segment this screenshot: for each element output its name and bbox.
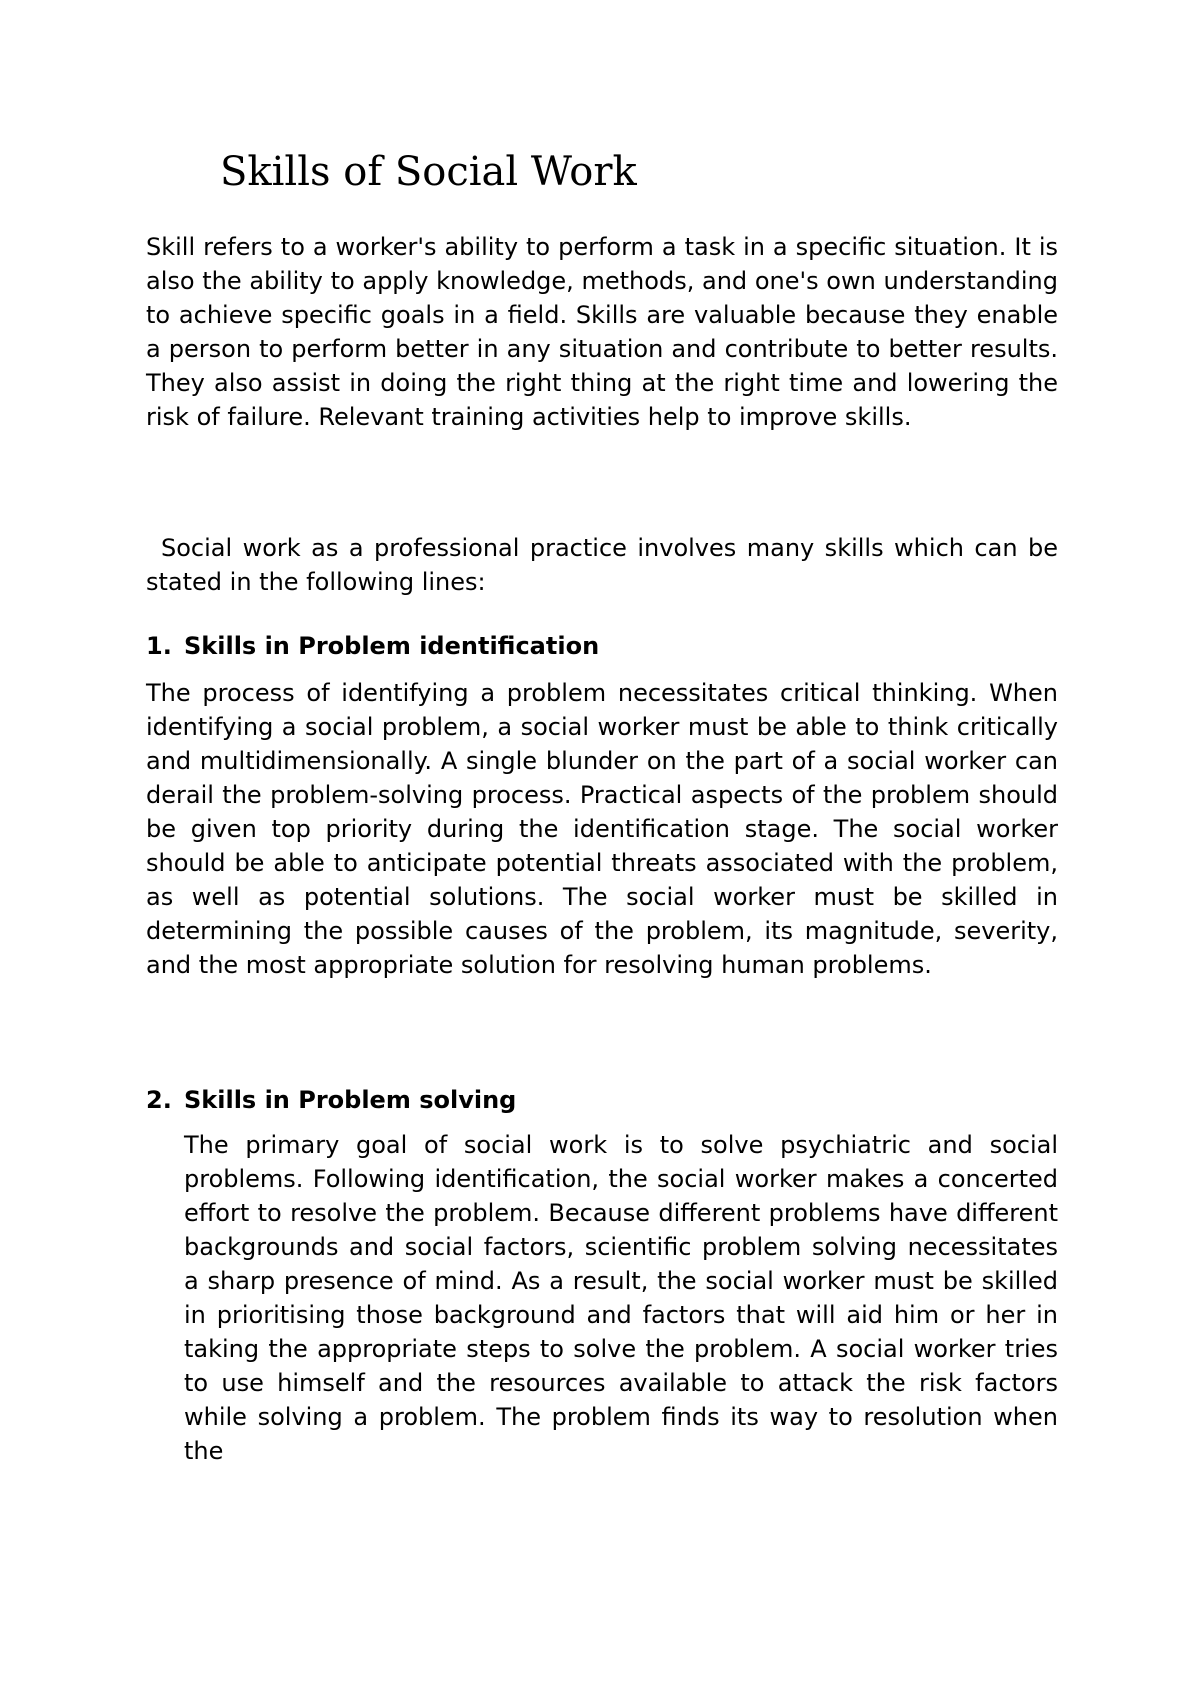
section-number: 2.: [146, 1086, 172, 1114]
section-heading-text: Skills in Problem solving: [184, 1086, 517, 1114]
intro-paragraph: Skill refers to a worker's ability to perform a task in a specific situation. It is also the ability to apply knowledge, methods, and one's own understanding to achieve specific goals in a field. Skills are valuable because they enable a person to perform better in any situation and contribute to better results. They also assist in doing the right thing at the right time and lowering the risk of failure. Relevant training activities help to improve skills.: [146, 233, 1058, 431]
section-heading-text: Skills in Problem identification: [184, 632, 600, 660]
lead-paragraph: Social work as a professional practice involves many skills which can be stated in the following lines:: [146, 534, 1058, 596]
section-body-problem-identification: The process of identifying a problem necessitates critical thinking. When identifying a social problem, a social worker must be able to think critically and multidimensionally. A single blunder on the part of a social worker can derail the problem-solving process. Practical aspects of the problem should be given top priority during the identification stage. The social worker should be able to anticipate potential threats associated with the problem, as well as potential solutions. The social worker must be skilled in determining the possible causes of the problem, its magnitude, severity, and the most appropriate solution for resolving human problems.: [146, 679, 1058, 979]
page-title: Skills of Social Work: [220, 149, 637, 195]
section-heading-problem-solving: [146, 1083, 516, 1117]
section-number: 1.: [146, 632, 172, 660]
section-heading-problem-identification: [146, 629, 599, 663]
section-body-problem-solving: The primary goal of social work is to solve psychiatric and social problems. Following identification, the social worker makes a concerted effort to resolve the problem. Because different problems have different backgrounds and social factors, scientific problem solving necessitates a sharp presence of mind. As a result, the social worker must be skilled in prioritising those background and factors that will aid him or her in taking the appropriate steps to solve the problem. A social worker tries to use himself and the resources available to attack the risk factors while solving a problem. The problem finds its way to resolution when the: [184, 1131, 1058, 1465]
